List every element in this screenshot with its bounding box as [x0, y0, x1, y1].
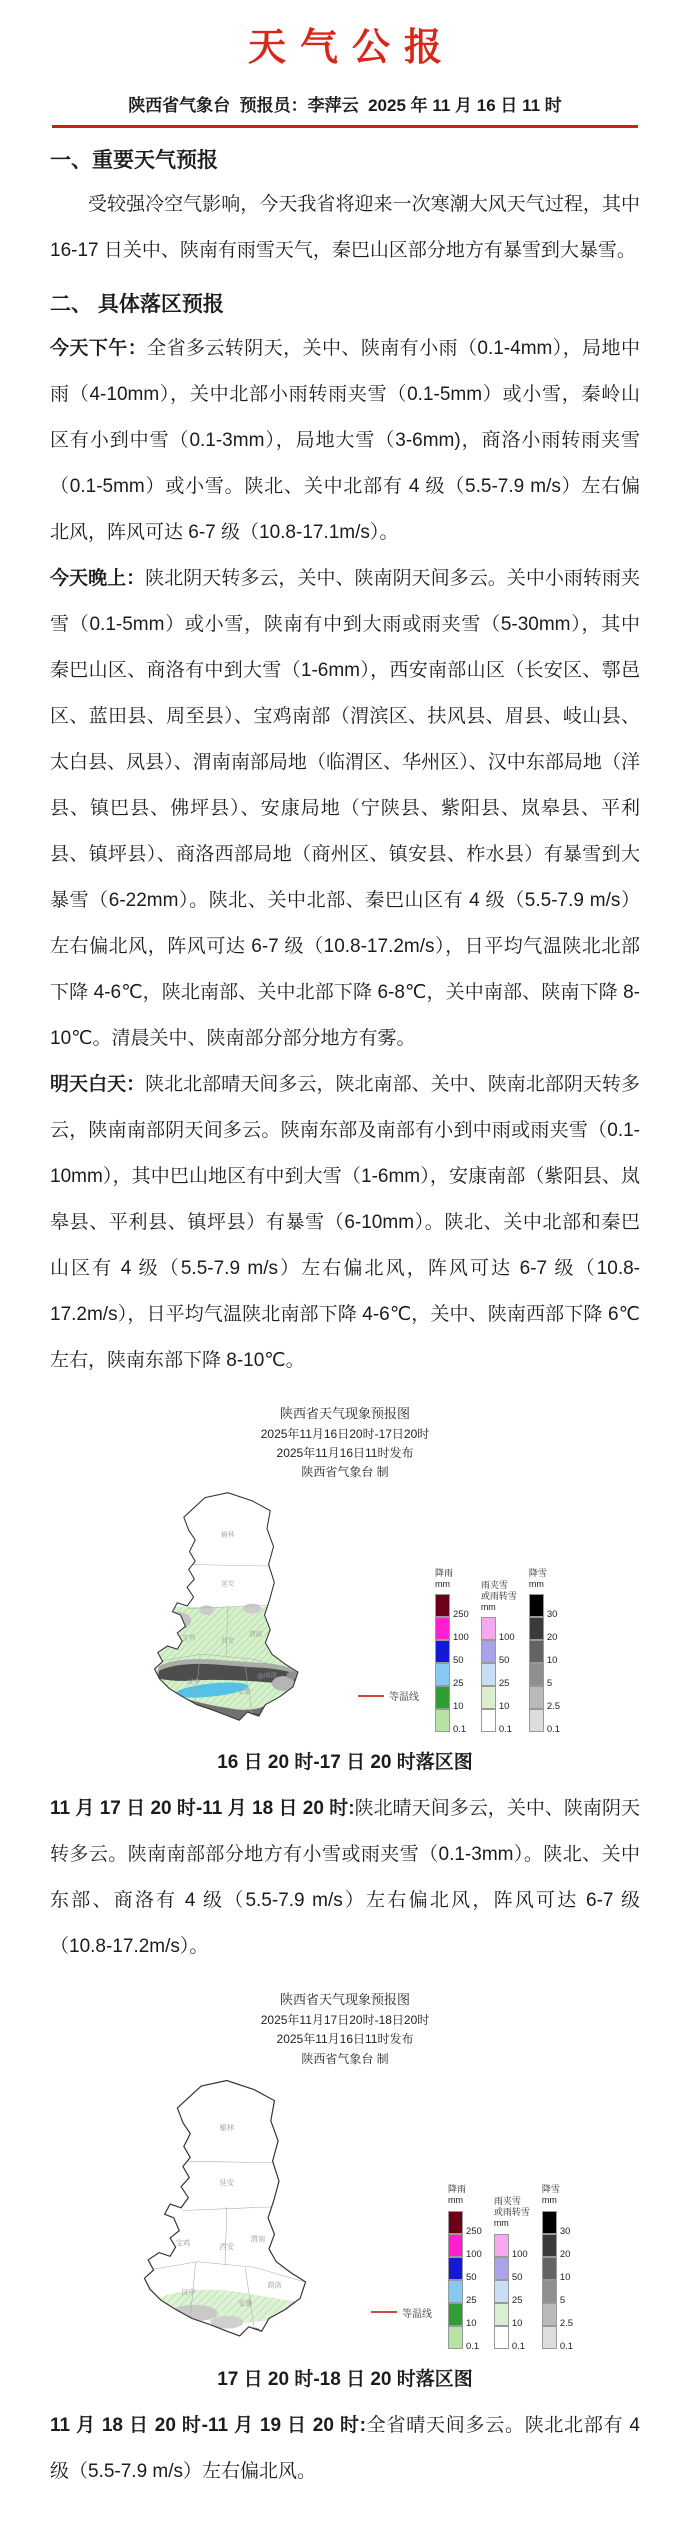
isoline-sample	[358, 1695, 384, 1697]
snow-swatch	[542, 2211, 557, 2234]
isoline-sample	[371, 2311, 397, 2313]
shaanxi-precipitation-map-1	[130, 1486, 342, 1731]
city-label: 榆林	[219, 2122, 235, 2132]
paragraph-lead: 11 月 17 日 20 时-11 月 18 日 20 时:	[50, 1798, 355, 1820]
paragraph-intro-text: 受较强冷空气影响，今天我省将迎来一次寒潮大风天气过程，其中 16-17 日关中、陕南有雨雪天气，秦巴山区部分地方有暴雪到大暴雪。	[50, 194, 640, 261]
sleet-legend-unit: mm	[480, 1602, 496, 1613]
rain-swatch	[435, 1663, 450, 1686]
rain-swatch	[435, 1640, 450, 1663]
sleet-swatch	[494, 2303, 509, 2326]
rain-swatch	[435, 1594, 450, 1617]
sleet-swatch	[481, 1617, 496, 1640]
byline: 陕西省气象台 预报员：李萍云 2025 年 11 月 16 日 11 时	[52, 91, 638, 128]
map-2-caption: 17 日 20 时-18 日 20 时落区图	[217, 2368, 473, 2390]
paragraph-tonight	[50, 556, 640, 1062]
map-1-legend	[434, 1567, 561, 1736]
paragraph-text: 陕北阴天转多云，关中、陕南阴天间多云。关中小雨转雨夹雪（0.1-5mm）或小雪，陕南有中到大雨或雨夹雪（5-30mm），其中秦巴山区、商洛有中到大雪（1-6mm），西安南部山区（长安区、鄠邑区、蓝田县、周至县）、宝鸡南部（渭滨区、扶风县、眉县、岐山县、太白县、凤县）、渭南南部局地（临渭区、华州区）、汉中东部局地（洋县、镇巴县、佛坪县）、安康局地（宁陕县、紫阳县、岚皋县、平利县、镇坪县）、商洛西部局地（商州区、镇安县、柞水县）有暴雪到大暴雪（6-22mm）。陕北、关中北部、秦巴山区有 4 级（5.5-7.9 m/s）左右偏北风，阵风可达 6-7 级（10.8-17.2m/s），日平均气温陕北北部下降 4-6℃，陕北南部、关中北部下降 6-8℃，关中南部、陕南下降 8-10℃。清晨关中、陕南部分部分地方有雾。	[50, 568, 640, 1049]
paragraph-intro	[50, 182, 640, 274]
rain-legend-bar: 降雨 mm 250 100 50 25 10 0.1	[447, 2184, 482, 2352]
city-label: 汉中	[181, 2287, 196, 2297]
isoline-label: 等温线	[401, 2308, 432, 2320]
rain-legend-title: 降雨	[434, 1567, 453, 1578]
shaanxi-precipitation-map-2	[117, 2073, 355, 2348]
sleet-legend-unit: mm	[493, 2218, 509, 2229]
paragraph-nov18-20h	[50, 2403, 640, 2495]
sleet-legend-title2: 或雨转雪	[493, 2207, 530, 2218]
snow-swatch	[542, 2326, 557, 2349]
forecast-map-1-block	[50, 1404, 640, 1774]
isoline-legend	[371, 2305, 432, 2320]
city-label: 渭南	[248, 1631, 263, 1639]
snow-swatch	[542, 2234, 557, 2257]
snow-legend-unit: mm	[541, 2195, 557, 2206]
rain-swatch	[448, 2303, 463, 2326]
section-heading-areas: 二、 具体落区预报	[50, 293, 224, 316]
rain-swatch	[435, 1617, 450, 1640]
snow-legend-title: 降雪	[541, 2184, 560, 2195]
rain-swatch	[448, 2257, 463, 2280]
map-1-fill-layers	[130, 1604, 342, 1731]
map-period: 2025年11月16日20时-17日20时	[260, 1426, 430, 1441]
sleet-legend-title: 雨夹雪	[493, 2195, 521, 2206]
city-label: 宝鸡	[175, 2238, 191, 2248]
rain-swatch	[435, 1709, 450, 1732]
sleet-legend-bar: 雨夹雪 或雨转雪 mm 100 50 25 10 0.1	[493, 2195, 530, 2352]
snow-legend-bar: 降雪 mm 30 20 10 5 2.5 0.1	[528, 1567, 561, 1736]
map-1-header	[50, 1404, 640, 1482]
rain-swatch	[435, 1686, 450, 1709]
rain-legend-title: 降雨	[447, 2184, 466, 2195]
isoline-legend	[358, 1688, 419, 1703]
city-label: 安康	[237, 2298, 253, 2308]
page-title: 天气公报	[247, 27, 456, 69]
rain-swatch	[448, 2211, 463, 2234]
sleet-swatch	[494, 2257, 509, 2280]
city-label: 汉中	[187, 1678, 201, 1686]
section-heading-important: 一、重要天气预报	[50, 149, 218, 172]
city-label: 西安	[219, 2241, 235, 2251]
snow-legend-unit: mm	[528, 1579, 544, 1590]
map-2-legend	[447, 2184, 574, 2352]
city-label: 延安	[219, 2177, 235, 2187]
snow-legend-title: 降雪	[528, 1567, 547, 1578]
city-label: 安康	[237, 1688, 251, 1696]
city-label: 商洛	[267, 2280, 282, 2290]
isoline-label: 等温线	[388, 1692, 419, 1704]
map-title: 陕西省天气现象预报图	[279, 1992, 410, 2008]
snow-swatch	[529, 1617, 544, 1640]
sleet-swatch	[481, 1663, 496, 1686]
rain-swatch	[448, 2234, 463, 2257]
paragraph-nov17-20h	[50, 1786, 640, 1970]
sleet-legend-bar: 雨夹雪 或雨转雪 mm 100 50 25 10 0.1	[480, 1579, 517, 1736]
forecast-map-2-block	[50, 1990, 640, 2390]
sleet-swatch	[494, 2234, 509, 2257]
paragraph-lead: 今天下午：	[50, 338, 148, 359]
paragraph-lead: 明天白天：	[50, 1074, 146, 1095]
map-period: 2025年11月17日20时-18日20时	[260, 2013, 430, 2028]
sleet-legend-title: 雨夹雪	[480, 1579, 508, 1590]
city-label: 西安	[221, 1638, 235, 1646]
snow-swatch	[542, 2280, 557, 2303]
map-maker: 陕西省气象台 制	[301, 2051, 389, 2066]
sleet-swatch	[494, 2326, 509, 2349]
map-2-city-labels	[176, 2123, 283, 2308]
sleet-swatch	[481, 1640, 496, 1663]
city-label: 宝鸡	[182, 1634, 196, 1642]
rain-legend-unit: mm	[447, 2195, 463, 2206]
city-label: 渭南	[250, 2234, 266, 2244]
snow-swatch	[529, 1594, 544, 1617]
city-label: 商洛	[263, 1672, 277, 1680]
snow-swatch	[529, 1640, 544, 1663]
paragraph-tomorrow-daytime	[50, 1062, 640, 1384]
map-2-header	[50, 1990, 640, 2068]
paragraph-lead: 11 月 18 日 20 时-11 月 19 日 20 时:	[50, 2414, 367, 2436]
map-2-row	[50, 2073, 640, 2352]
map-maker: 陕西省气象台 制	[301, 1465, 389, 1480]
paragraph-text: 陕北晴天间多云，关中、陕南阴天转多云。陕南南部部分地方有小雪或雨夹雪（0.1-3mm）。陕北、关中东部、商洛有 4 级（5.5-7.9 m/s）左右偏北风，阵风可达 6-7 级（10.8-17.2m/s）。	[50, 1798, 640, 1958]
snow-legend-bar: 降雪 mm 30 20 10 5 2.5 0.1	[541, 2184, 574, 2352]
snow-swatch	[542, 2303, 557, 2326]
rain-swatch	[448, 2280, 463, 2303]
snow-swatch	[529, 1686, 544, 1709]
map-issued: 2025年11月16日11时发布	[276, 2032, 414, 2047]
rain-swatch	[448, 2326, 463, 2349]
snow-swatch	[529, 1663, 544, 1686]
paragraph-text: 全省晴天间多云。陕北北部有 4 级（5.5-7.9 m/s）左右偏北风。	[50, 2414, 640, 2482]
map-1-caption: 16 日 20 时-17 日 20 时落区图	[217, 1752, 473, 1774]
city-label: 延安	[221, 1581, 235, 1589]
sleet-swatch	[481, 1709, 496, 1732]
paragraph-text: 陕北北部晴天间多云，陕北南部、关中、陕南北部阴天转多云，陕南南部阴天间多云。陕南东部及南部有小到中雨或雨夹雪（0.1-10mm），其中巴山地区有中到大雪（1-6mm），安康南部（紫阳县、岚皋县、平利县、镇坪县）有暴雪（6-10mm）。陕北、关中北部和秦巴山区有 4 级（5.5-7.9 m/s）左右偏北风，阵风可达 6-7 级（10.8-17.2m/s），日平均气温陕北南部下降 4-6℃，关中、陕南西部下降 6℃左右，陕南东部下降 8-10℃。	[50, 1074, 640, 1371]
sleet-swatch	[481, 1686, 496, 1709]
snow-swatch	[529, 1709, 544, 1732]
city-label: 榆林	[221, 1532, 235, 1540]
paragraph-lead: 今天晚上：	[50, 568, 146, 589]
rain-legend-bar: 降雨 mm 250 100 50 25 10 0.1	[434, 1567, 469, 1736]
snow-swatch	[542, 2257, 557, 2280]
map-issued: 2025年11月16日11时发布	[276, 1445, 414, 1460]
paragraph-text: 全省多云转阴天，关中、陕南有小雨（0.1-4mm），局地中雨（4-10mm），关中北部小雨转雨夹雪（0.1-5mm）或小雪，秦岭山区有小到中雪（0.1-3mm），局地大雪（3-6mm)，商洛小雨转雨夹雪（0.1-5mm）或小雪。陕北、关中北部有 4 级（5.5-7.9 m/s）左右偏北风，阵风可达 6-7 级（10.8-17.1m/s）。	[50, 338, 640, 543]
paragraph-this-afternoon	[50, 326, 640, 556]
sleet-legend-title2: 或雨转雪	[480, 1590, 517, 1601]
map-1-row	[50, 1486, 640, 1736]
sleet-swatch	[494, 2280, 509, 2303]
map-title: 陕西省天气现象预报图	[279, 1406, 410, 1421]
rain-legend-unit: mm	[434, 1579, 450, 1590]
